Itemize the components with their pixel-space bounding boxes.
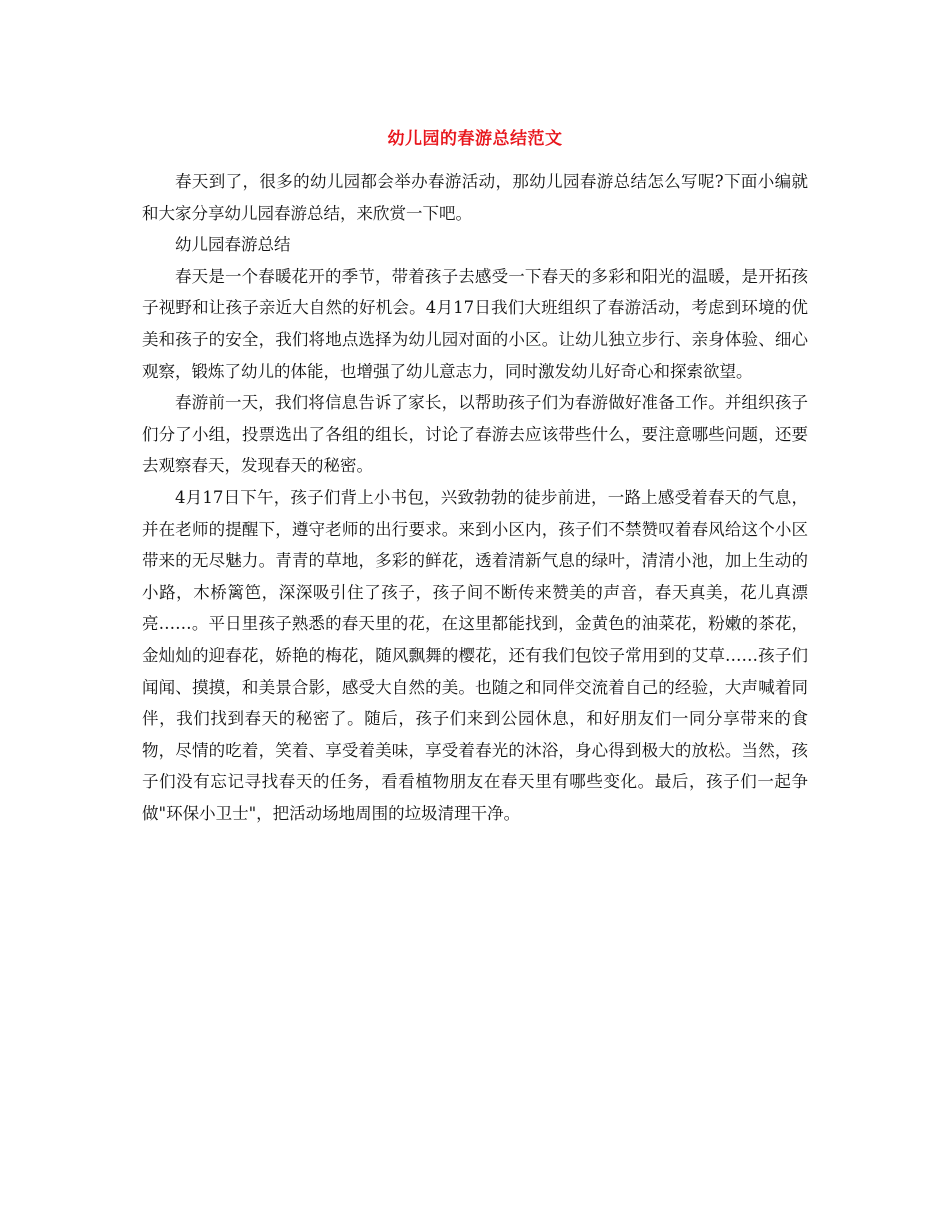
section-heading: 幼儿园春游总结: [175, 235, 291, 255]
document-body: [142, 166, 808, 829]
document-title: 幼儿园的春游总结范文: [387, 129, 563, 149]
body-paragraph-3: 4月17日下午，孩子们背上小书包，兴致勃勃的徒步前进，一路上感受着春天的气息，并在老师的提醒下，遵守老师的出行要求。来到小区内，孩子们不禁赞叹着春风给这个小区带来的无尽魅力。青青的草地，多彩的鲜花，透着清新气息的绿叶，清清小池，加上生动的小路，木桥篱笆，深深吸引住了孩子，孩子间不断传来赞美的声音，春天真美，花儿真漂亮……。平日里孩子熟悉的春天里的花，在这里都能找到，金黄色的油菜花，粉嫩的茶花，金灿灿的迎春花，娇艳的梅花，随风飘舞的樱花，还有我们包饺子常用到的艾草……孩子们闻闻、摸摸，和美景合影，感受大自然的美。也随之和同伴交流着自己的经验，大声喊着同伴，我们找到春天的秘密了。随后，孩子们来到公园休息，和好朋友们一同分享带来的食物，尽情的吃着，笑着、享受着美味，享受着春光的沐浴，身心得到极大的放松。当然，孩子们没有忘记寻找春天的任务，看看植物朋友在春天里有哪些变化。最后，孩子们一起争做"环保小卫士"，把活动场地周围的垃圾清理干净。: [142, 487, 808, 823]
body-paragraph-1: 春天是一个春暖花开的季节，带着孩子去感受一下春天的多彩和阳光的温暖，是开拓孩子视野和让孩子亲近大自然的好机会。4月17日我们大班组织了春游活动，考虑到环境的优美和孩子的安全，我们将地点选择为幼儿园对面的小区。让幼儿独立步行、亲身体验、细心观察，锻炼了幼儿的体能，也增强了幼儿意志力，同时激发幼儿好奇心和探索欲望。: [142, 266, 808, 381]
intro-paragraph: 春天到了，很多的幼儿园都会举办春游活动，那幼儿园春游总结怎么写呢?下面小编就和大家分享幼儿园春游总结，来欣赏一下吧。: [142, 172, 808, 223]
body-paragraph-2: 春游前一天，我们将信息告诉了家长，以帮助孩子们为春游做好准备工作。并组织孩子们分了小组，投票选出了各组的组长，讨论了春游去应该带些什么，要注意哪些问题，还要去观察春天，发现春天的秘密。: [142, 393, 808, 476]
